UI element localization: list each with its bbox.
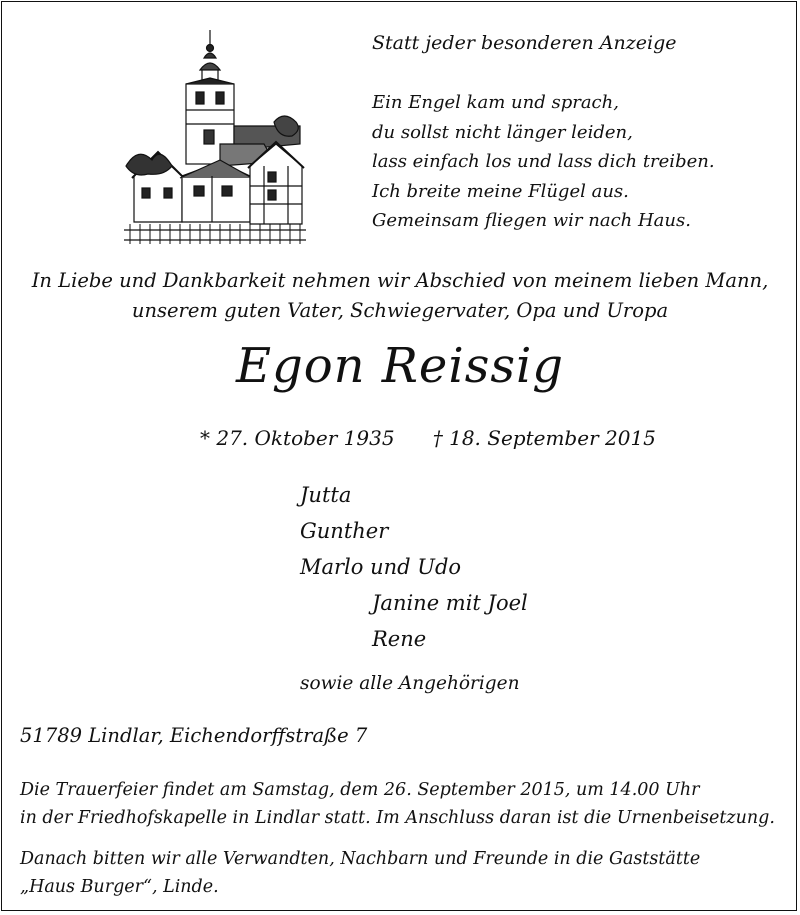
family-member: Gunther <box>300 519 389 543</box>
family-member: Marlo und Udo <box>300 555 462 579</box>
family-member: Jutta <box>300 483 352 507</box>
poem <box>372 88 715 236</box>
intro-line: unserem guten Vater, Schwiegervater, Opa und Uropa <box>131 299 669 322</box>
notice-heading: Statt jeder besonderen Anzeige <box>372 32 677 54</box>
poem-line: du sollst nicht länger leiden, <box>372 121 633 143</box>
poem-line: lass einfach los und lass dich treiben. <box>372 151 715 172</box>
family-member: Janine mit Joel <box>372 591 528 615</box>
obituary-notice <box>1 1 797 911</box>
poem-line: Gemeinsam fliegen wir nach Haus. <box>372 210 691 231</box>
family-member: Rene <box>372 627 427 651</box>
birth-date: * 27. Oktober 1935 <box>200 426 395 450</box>
reception-line: Danach bitten wir alle Verwandten, Nachbarn und Freunde in die Gaststätte <box>20 849 701 869</box>
service-line: Die Trauerfeier findet am Samstag, dem 26. September 2015, um 14.00 Uhr <box>20 780 700 800</box>
intro-line: In Liebe und Dankbarkeit nehmen wir Abschied von meinem lieben Mann, <box>31 269 769 292</box>
funeral-service-info <box>20 776 775 832</box>
reception-line: „Haus Burger“, Linde. <box>20 877 219 897</box>
church-village-sketch <box>124 26 306 248</box>
farewell-intro <box>2 266 798 326</box>
address: 51789 Lindlar, Eichendorffstraße 7 <box>20 724 368 747</box>
poem-line: Ein Engel kam und sprach, <box>372 92 619 113</box>
deceased-name: Egon Reissig <box>235 338 565 394</box>
service-line: in der Friedhofskapelle in Lindlar statt. Im Anschluss daran ist die Urnenbeisetzung. <box>20 808 775 828</box>
death-date: † 18. September 2015 <box>432 426 656 450</box>
reception-info <box>20 845 700 901</box>
life-dates <box>200 426 656 450</box>
relatives-line: sowie alle Angehörigen <box>300 673 520 694</box>
poem-line: Ich breite meine Flügel aus. <box>372 180 629 202</box>
